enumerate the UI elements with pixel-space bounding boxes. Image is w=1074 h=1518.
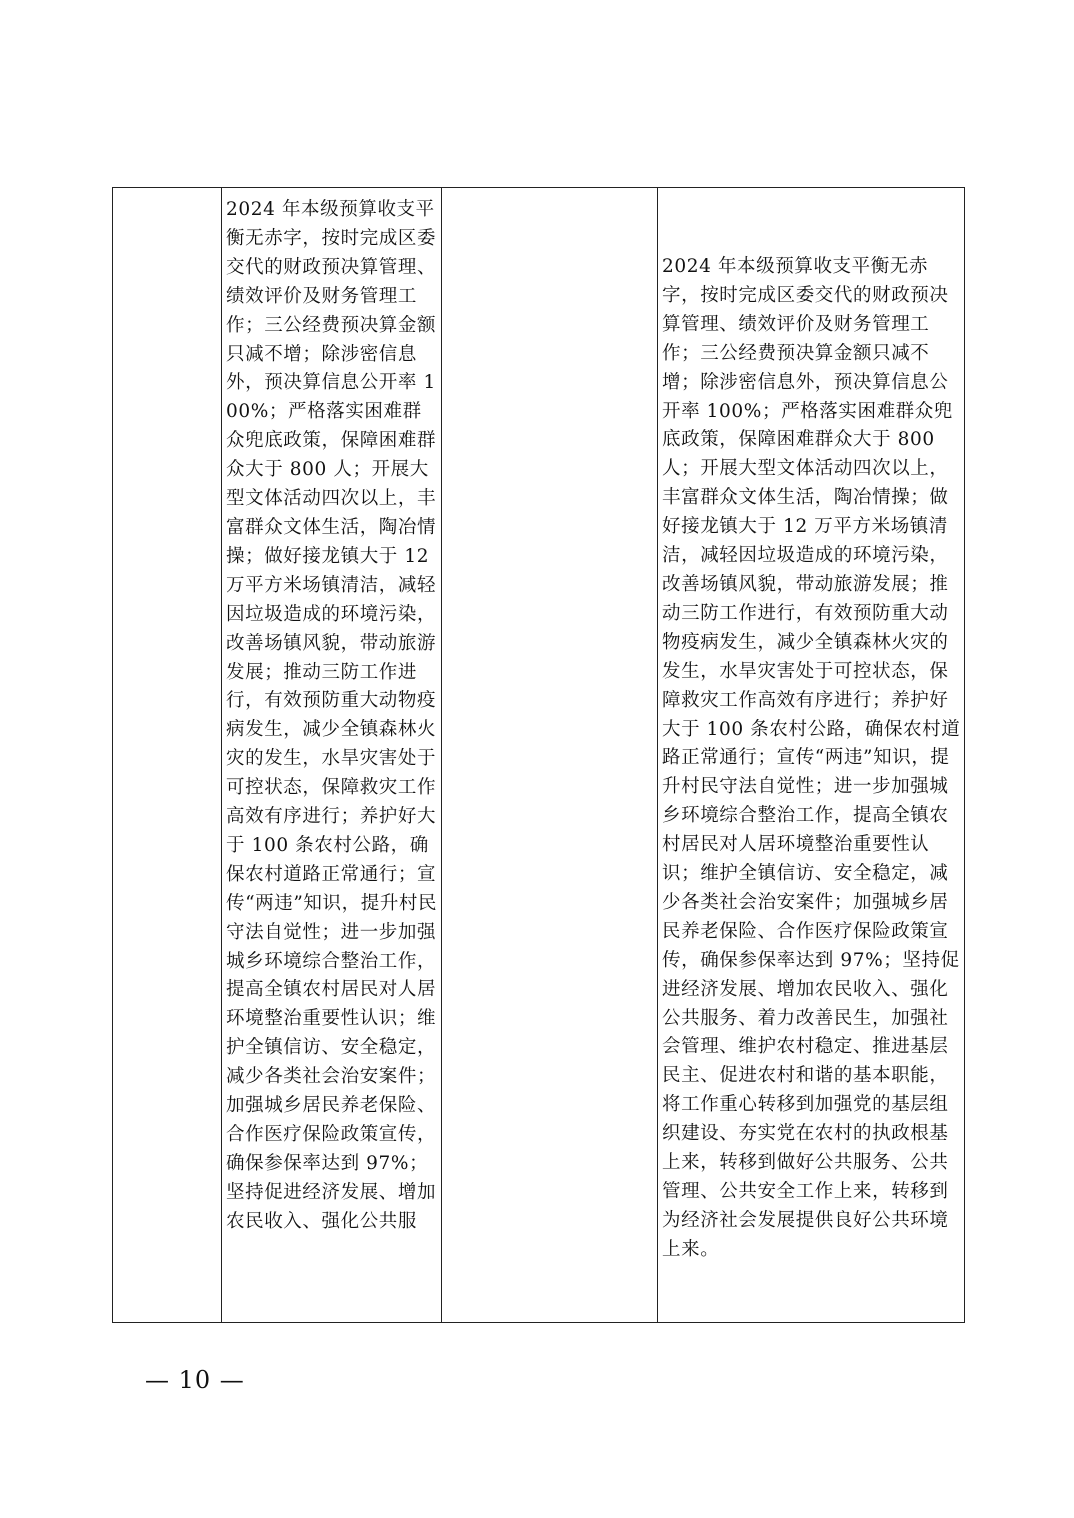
cell-text-col2: 2024 年本级预算收支平衡无赤字，按时完成区委交代的财政预决算管理、绩效评价及财务管理工作；三公经费预决算金额只减不增；除涉密信息外，预决算信息公开率 100%；严格落实困难群众兜底政策，保障困难群众大于 800 人；开展大型文体活动四次以上，丰富群众文体生活，陶冶情操；做好接龙镇大于 12 万平方米场镇清洁，减轻因垃圾造成的环境污染，改善场镇风貌，带动旅游发展；推动三防工作进行，有效预防重大动物疫病发生，减少全镇森林火灾的发生，水旱灾害处于可控状态，保障救灾工作高效有序进行；养护好大于 100 条农村公路，确保农村道路正常通行；宣传“两违”知识，提升村民守法自觉性；进一步加强城乡环境综合整治工作，提高全镇农村居民对人居环境整治重要性认识；维护全镇信访、安全稳定，减少各类社会治安案件；加强城乡居民养老保险、合作医疗保险政策宣传，确保参保率达到 97%；坚持促进经济发展、增加农民收入、强化公共服 (226, 199, 438, 1232)
performance-target-table (112, 187, 965, 1323)
table-cell-col4 (658, 188, 965, 1323)
cell-text-col4: 2024 年本级预算收支平衡无赤字，按时完成区委交代的财政预决算管理、绩效评价及财务管理工作；三公经费预决算金额只减不增；除涉密信息外，预决算信息公开率 100%；严格落实困难群众兜底政策，保障困难群众大于 800 人；开展大型文体活动四次以上，丰富群众文体生活，陶冶情操；做好接龙镇大于 12 万平方米场镇清洁，减轻因垃圾造成的环境污染，改善场镇风貌，带动旅游发展；推动三防工作进行，有效预防重大动物疫病发生，减少全镇森林火灾的发生，水旱灾害处于可控状态，保障救灾工作高效有序进行；养护好大于 100 条农村公路，确保农村道路正常通行；宣传“两违”知识，提升村民守法自觉性；进一步加强城乡环境综合整治工作，提高全镇农村居民对人居环境整治重要性认识；维护全镇信访、安全稳定，减少各类社会治安案件；加强城乡居民养老保险、合作医疗保险政策宣传，确保参保率达到 97%；坚持促进经济发展、增加农民收入、强化公共服务、着力改善民生，加强社会管理、维护农村稳定、推进基层民主、促进农村和谐的基本职能，将工作重心转移到加强党的基层组织建设、夯实党在农村的执政根基上来，转移到做好公共服务、公共管理、公共安全工作上来，转移到为经济社会发展提供良好公共环境上来。 (662, 256, 961, 1260)
table-cell-col3 (442, 188, 658, 1323)
table-cell-col1 (113, 188, 222, 1323)
page-number: — 10 — (145, 1366, 245, 1394)
table-row (113, 188, 965, 1323)
table-cell-col2 (222, 188, 442, 1323)
